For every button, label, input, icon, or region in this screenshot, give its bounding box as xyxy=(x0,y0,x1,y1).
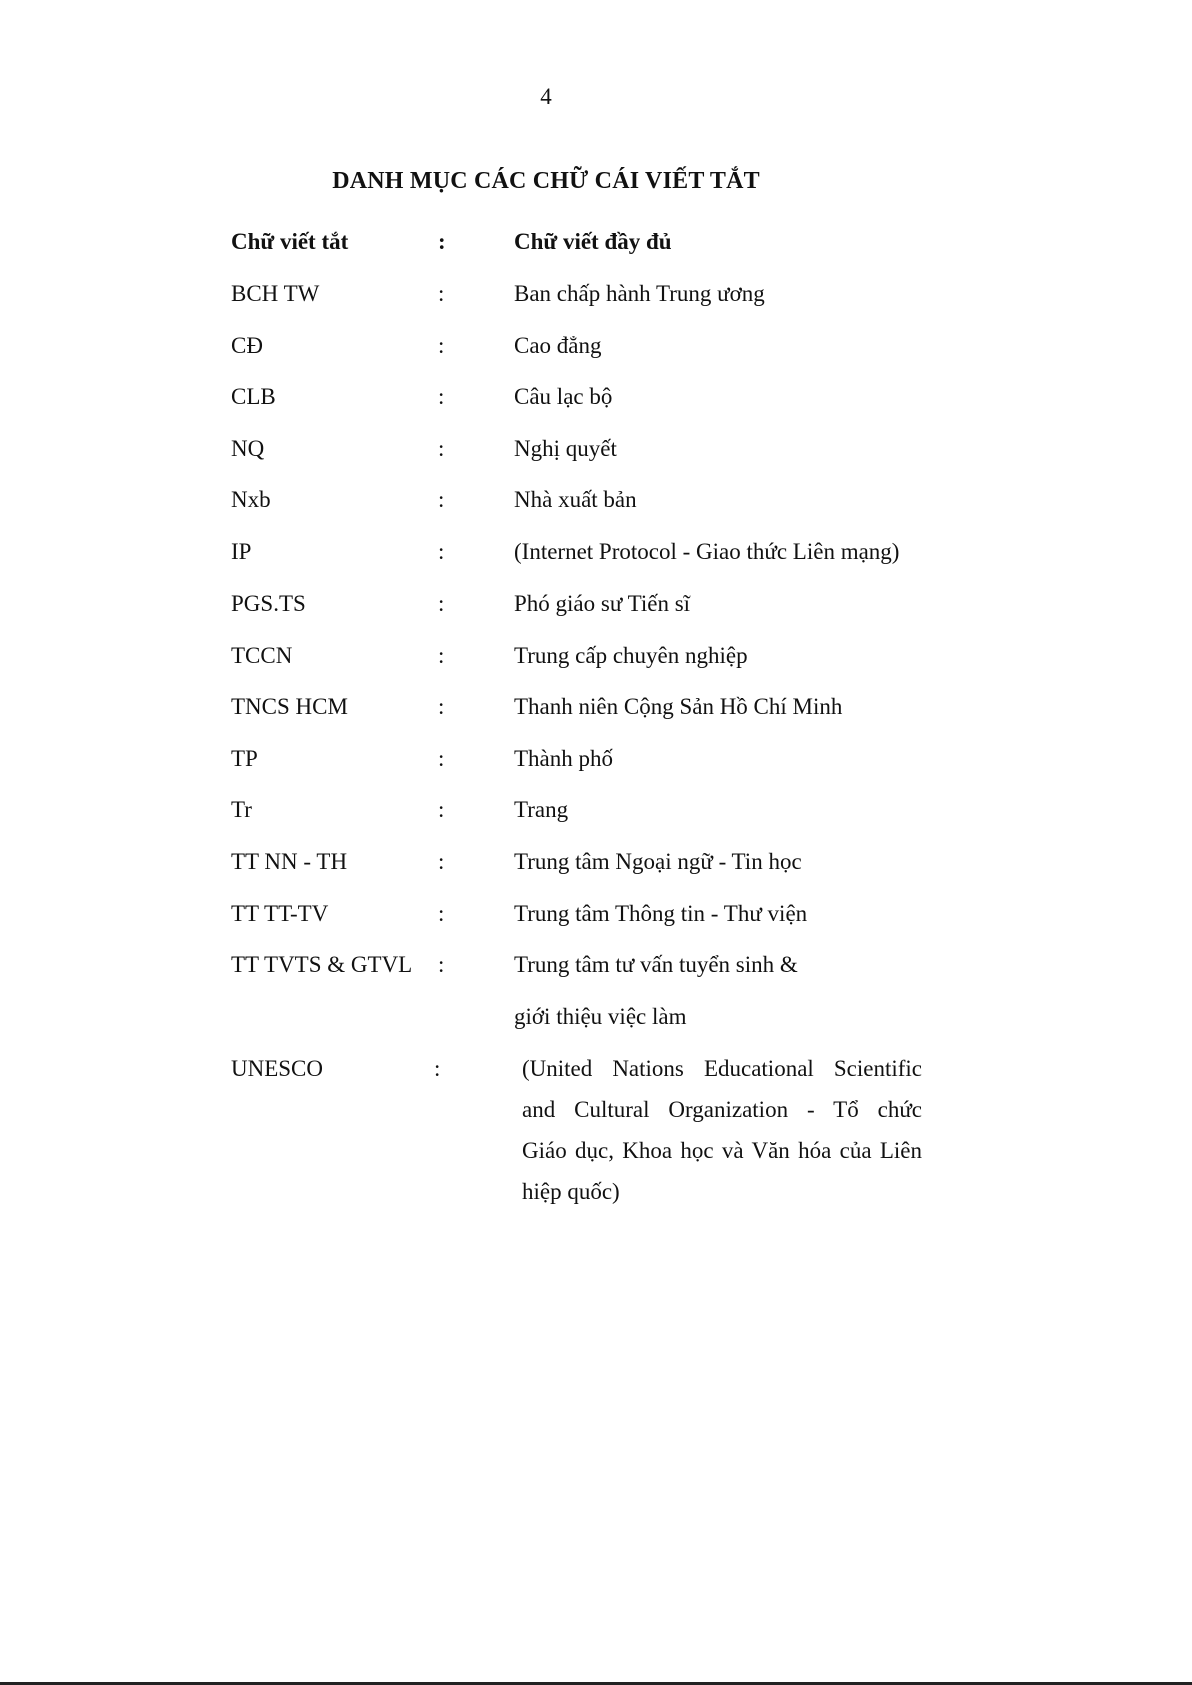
header-separator: : xyxy=(438,229,446,254)
full-cell: Trang xyxy=(514,797,569,822)
full-line: Giáo dục, Khoa học và Văn hóa của Liên xyxy=(522,1138,922,1163)
full-cell: (Internet Protocol - Giao thức Liên mạng) xyxy=(514,539,900,564)
full-line: and Cultural Organization - Tổ chức xyxy=(522,1097,922,1122)
page-title: DANH MỤC CÁC CHỮ CÁI VIẾT TẮT xyxy=(332,168,760,194)
full-line: (United Nations Educational Scientific xyxy=(522,1056,922,1081)
abbr-cell: Nxb xyxy=(231,487,271,512)
abbr-cell: TNCS HCM xyxy=(231,694,348,719)
full-cell: Ban chấp hành Trung ương xyxy=(514,281,765,306)
abbr-cell: IP xyxy=(231,539,252,564)
abbr-cell: Tr xyxy=(231,797,252,822)
separator-cell: : xyxy=(438,643,445,668)
full-cell: Nghị quyết xyxy=(514,436,617,461)
header-abbr: Chữ viết tắt xyxy=(231,229,349,254)
separator-cell: : xyxy=(434,1056,441,1081)
abbr-cell: UNESCO xyxy=(231,1056,324,1081)
full-cell: Trung tâm tư vấn tuyển sinh & xyxy=(514,952,798,977)
separator-cell: : xyxy=(438,849,445,874)
abbr-cell: BCH TW xyxy=(231,281,320,306)
abbr-cell: PGS.TS xyxy=(231,591,306,616)
full-cell: Thành phố xyxy=(514,746,614,771)
full-cell: Trung tâm Thông tin - Thư viện xyxy=(514,901,808,926)
abbr-cell: TT TT-TV xyxy=(231,901,329,926)
header-full: Chữ viết đầy đủ xyxy=(514,229,672,254)
separator-cell: : xyxy=(438,384,445,409)
abbr-cell: TT TVTS & GTVL xyxy=(231,952,413,977)
separator-cell: : xyxy=(438,901,445,926)
separator-cell: : xyxy=(438,797,445,822)
abbr-cell: TCCN xyxy=(231,643,293,668)
full-cell: Cao đẳng xyxy=(514,333,602,358)
full-cell-continuation: giới thiệu việc làm xyxy=(514,1004,687,1029)
abbr-cell: TP xyxy=(231,746,258,771)
separator-cell: : xyxy=(438,487,445,512)
separator-cell: : xyxy=(438,694,445,719)
separator-cell: : xyxy=(438,333,445,358)
separator-cell: : xyxy=(438,436,445,461)
full-cell: Thanh niên Cộng Sản Hồ Chí Minh xyxy=(514,694,843,719)
abbr-cell: CLB xyxy=(231,384,276,409)
full-cell: Trung tâm Ngoại ngữ - Tin học xyxy=(514,849,802,874)
separator-cell: : xyxy=(438,281,445,306)
full-cell: Phó giáo sư Tiến sĩ xyxy=(514,591,691,616)
full-cell: Trung cấp chuyên nghiệp xyxy=(514,643,748,668)
separator-cell: : xyxy=(438,952,445,977)
abbr-cell: NQ xyxy=(231,436,265,461)
full-cell xyxy=(522,1048,922,1212)
separator-cell: : xyxy=(438,746,445,771)
separator-cell: : xyxy=(438,591,445,616)
full-cell: Câu lạc bộ xyxy=(514,384,613,409)
full-line: hiệp quốc) xyxy=(522,1179,620,1204)
full-cell: Nhà xuất bản xyxy=(514,487,637,512)
separator-cell: : xyxy=(438,539,445,564)
page-number: 4 xyxy=(540,84,552,109)
abbr-cell: CĐ xyxy=(231,333,263,358)
abbr-cell: TT NN - TH xyxy=(231,849,348,874)
